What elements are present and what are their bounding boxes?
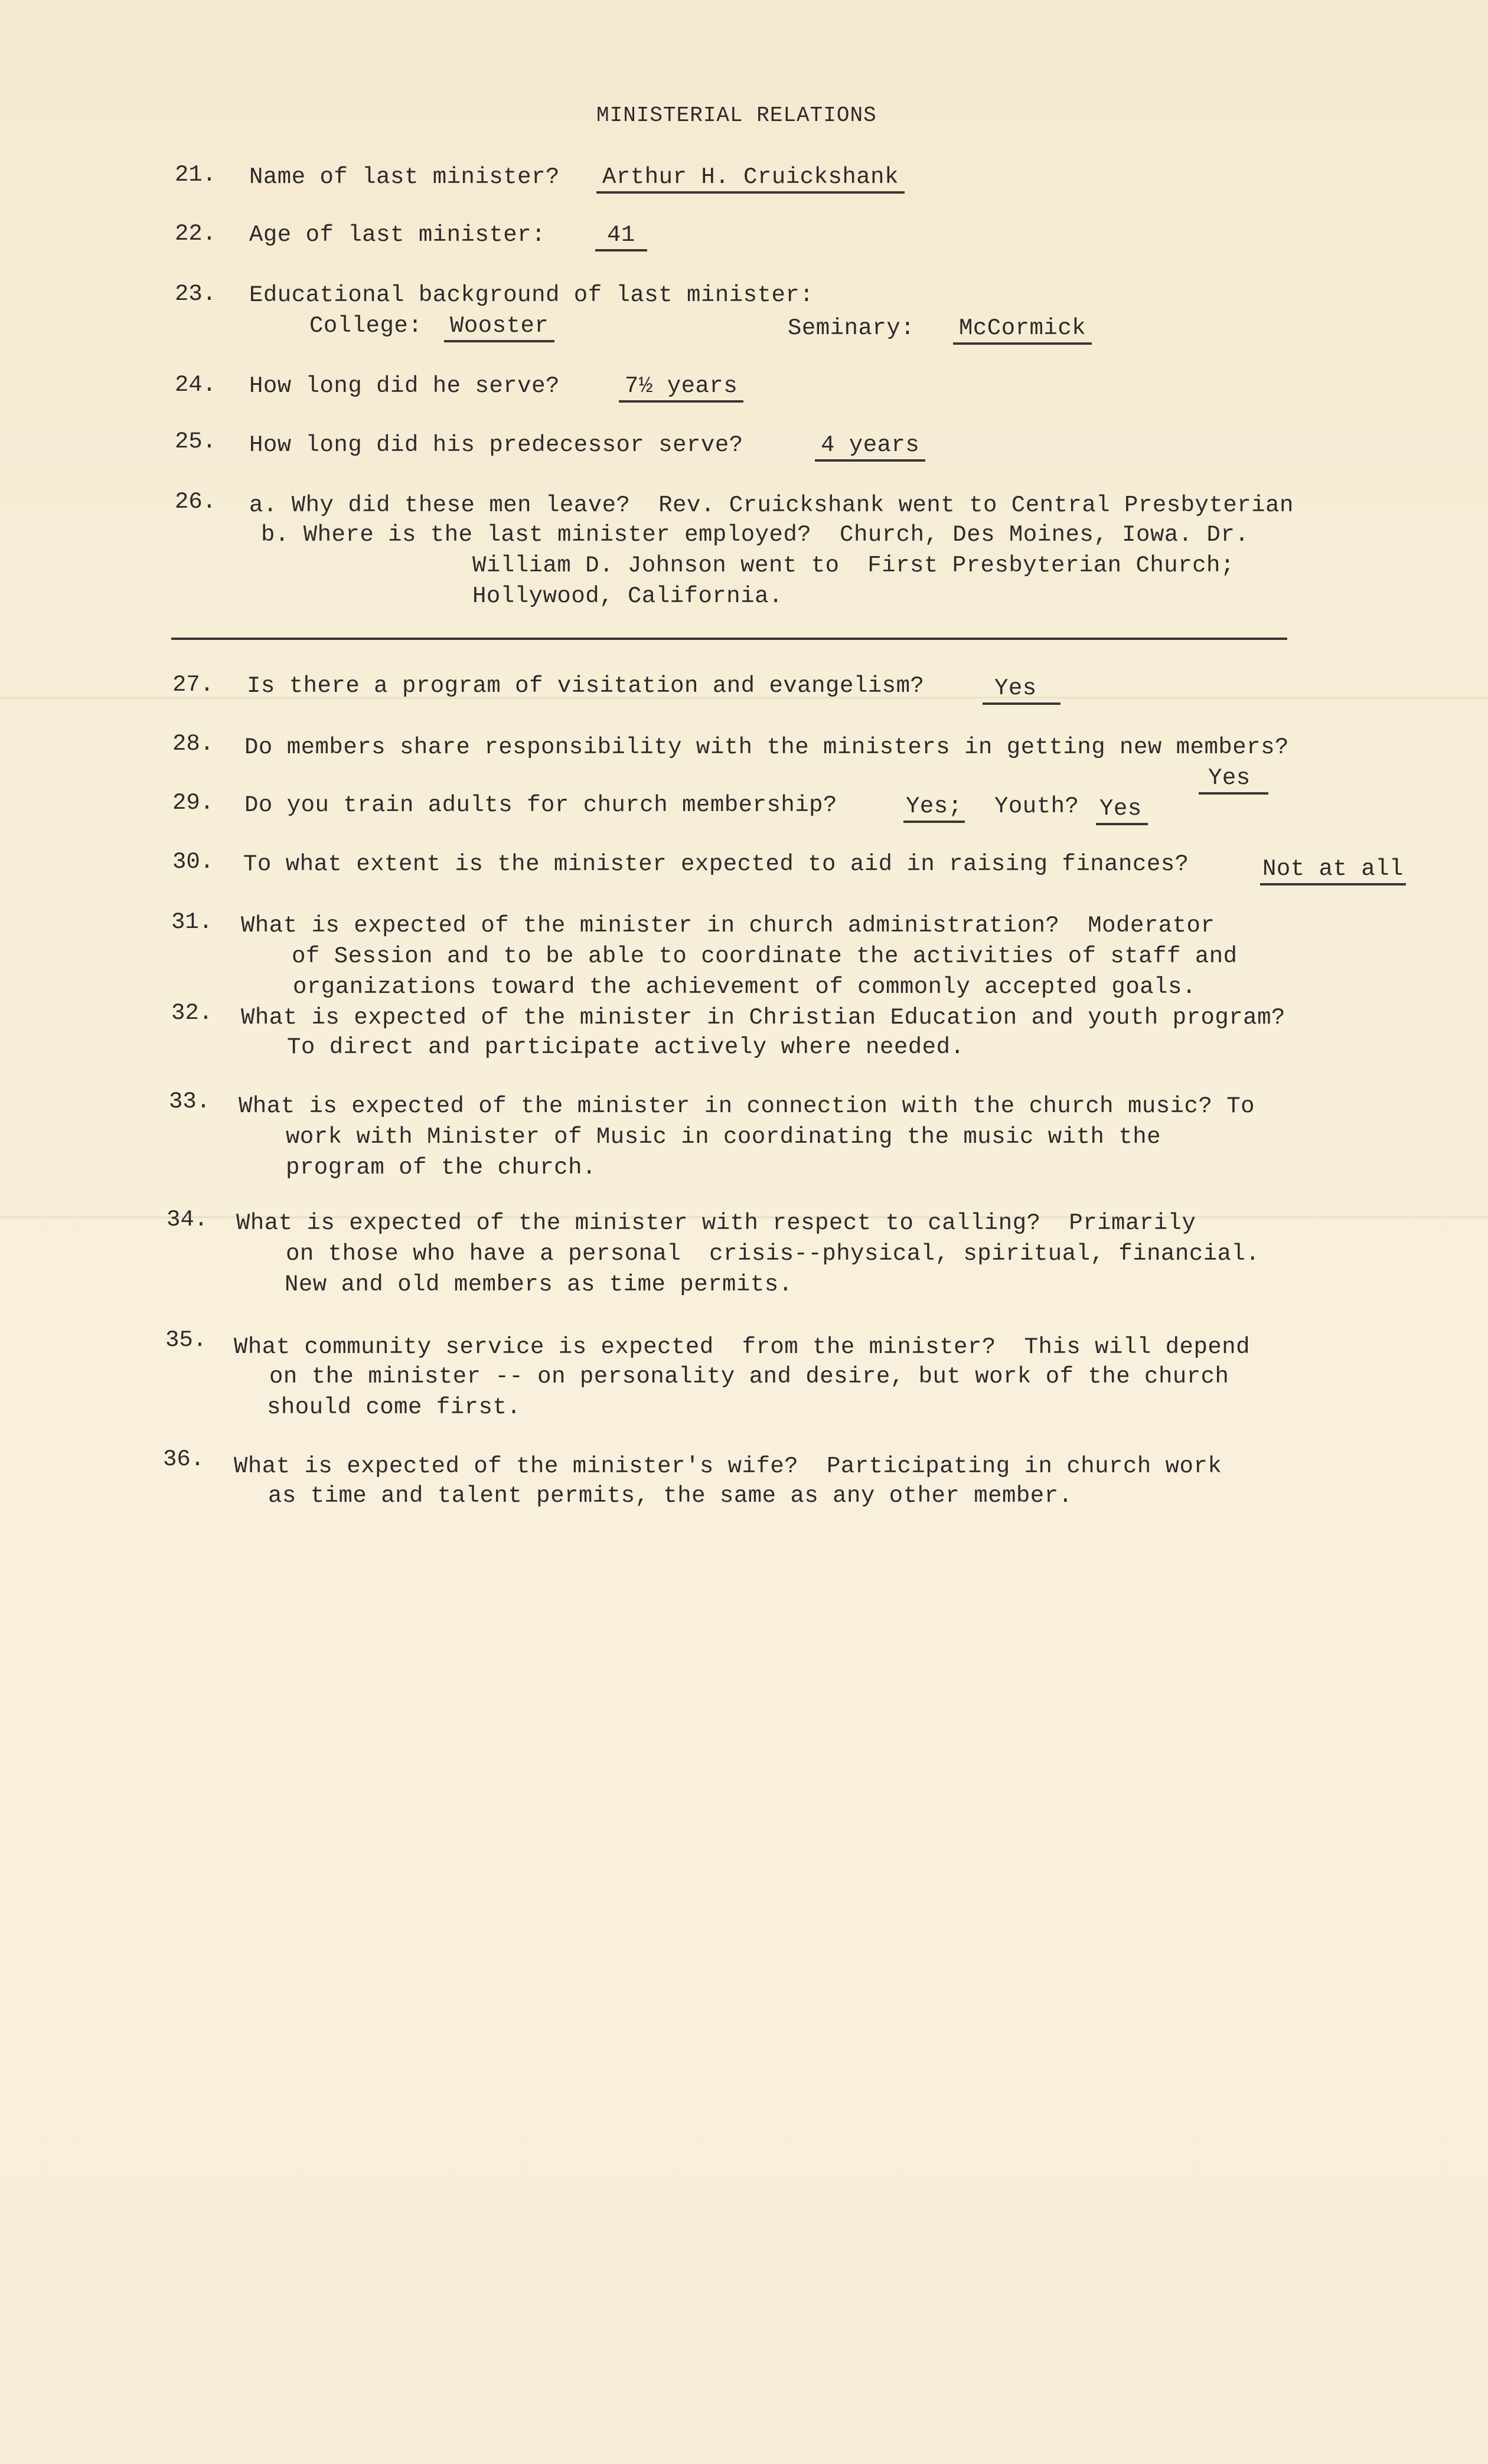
question-number: 33. bbox=[169, 1089, 211, 1115]
question-text: To what extent is the minister expected to aid in raising finances? bbox=[243, 851, 1189, 877]
answer-value: Arthur H. Cruickshank bbox=[596, 164, 905, 194]
answer-text: To direct and participate actively where needed. bbox=[287, 1034, 965, 1060]
question-text: What is expected of the minister in church administration? Moderator bbox=[241, 913, 1215, 939]
answer-field bbox=[953, 313, 1092, 344]
question-number: 25. bbox=[175, 429, 217, 455]
answer-text: as time and talent permits, the same as any other member. bbox=[268, 1483, 1073, 1509]
answer-field bbox=[1096, 793, 1148, 824]
answer-text: Hollywood, California. bbox=[472, 583, 783, 609]
answer-value: 4 years bbox=[815, 432, 925, 462]
college-label: College: bbox=[309, 313, 423, 339]
answer-field bbox=[444, 311, 554, 341]
question-number: 32. bbox=[171, 1000, 213, 1026]
answer-value: Wooster bbox=[444, 313, 554, 342]
answer-field bbox=[619, 371, 743, 401]
youth-label: Youth? bbox=[994, 793, 1079, 819]
seminary-label: Seminary: bbox=[788, 315, 915, 341]
question-text: Educational background of last minister: bbox=[249, 282, 814, 308]
answer-value: Yes bbox=[983, 675, 1060, 705]
question-text: a. Why did these men leave? Rev. Cruickshank went to Central Presbyterian bbox=[249, 492, 1294, 518]
answer-field bbox=[1260, 854, 1406, 884]
answer-field bbox=[596, 162, 905, 192]
answer-text: should come first. bbox=[267, 1394, 521, 1420]
page-title: MINISTERIAL RELATIONS bbox=[596, 103, 877, 128]
question-text: Do members share responsibility with the ministers in getting new members? bbox=[244, 734, 1289, 760]
answer-field bbox=[1199, 763, 1268, 793]
answer-field bbox=[815, 430, 925, 460]
answer-value: Yes bbox=[1096, 796, 1148, 825]
answer-text: organizations toward the achievement of commonly accepted goals. bbox=[293, 974, 1196, 1000]
question-number: 36. bbox=[163, 1446, 205, 1472]
question-number: 30. bbox=[172, 849, 214, 875]
question-number: 35. bbox=[165, 1327, 207, 1353]
question-number: 34. bbox=[167, 1207, 208, 1233]
question-number: 27. bbox=[172, 672, 214, 698]
question-text: Age of last minister: bbox=[249, 222, 546, 248]
answer-field bbox=[595, 220, 647, 250]
question-text: Do you train adults for church membership? bbox=[244, 792, 837, 818]
question-number: 23. bbox=[175, 281, 217, 307]
answer-value: Not at all bbox=[1260, 856, 1406, 885]
answer-text: work with Minister of Music in coordinating the music with the bbox=[286, 1124, 1161, 1150]
question-text: What is expected of the minister in connection with the church music? To bbox=[239, 1093, 1255, 1119]
answer-text: on those who have a personal crisis--physical, spiritual, financial. bbox=[286, 1241, 1260, 1267]
answer-text: program of the church. bbox=[286, 1155, 596, 1181]
divider bbox=[171, 638, 1287, 640]
answer-text: New and old members as time permits. bbox=[285, 1272, 793, 1298]
answer-value: Yes bbox=[1199, 765, 1268, 795]
answer-text: of Session and to be able to coordinate the activities of staff and bbox=[292, 943, 1238, 969]
answer-value: Yes; bbox=[903, 793, 965, 823]
answer-value: 41 bbox=[595, 222, 647, 251]
question-number: 21. bbox=[175, 162, 217, 188]
answer-field bbox=[903, 791, 965, 822]
question-text: How long did he serve? bbox=[249, 373, 560, 399]
question-number: 24. bbox=[175, 372, 217, 398]
question-text: What is expected of the minister in Christian Education and youth program? bbox=[241, 1005, 1285, 1031]
question-number: 22. bbox=[175, 221, 217, 247]
question-text: What community service is expected from the minister? This will depend bbox=[234, 1334, 1251, 1360]
answer-value: McCormick bbox=[953, 315, 1092, 345]
question-text: What is expected of the minister's wife? Participating in church work bbox=[234, 1453, 1222, 1479]
question-text: Name of last minister? bbox=[249, 164, 560, 190]
question-text: b. Where is the last minister employed? Church, Des Moines, Iowa. Dr. bbox=[261, 522, 1249, 548]
question-text: Is there a program of visitation and evangelism? bbox=[247, 673, 925, 699]
question-text: What is expected of the minister with respect to calling? Primarily bbox=[236, 1210, 1196, 1236]
question-number: 26. bbox=[175, 489, 217, 515]
answer-text: William D. Johnson went to First Presbyterian Church; bbox=[472, 553, 1235, 579]
question-number: 28. bbox=[172, 731, 214, 757]
answer-field bbox=[983, 673, 1060, 704]
question-number: 31. bbox=[171, 909, 213, 935]
answer-text: on the minister -- on personality and desire, but work of the church bbox=[269, 1364, 1229, 1390]
question-text: How long did his predecessor serve? bbox=[249, 432, 743, 458]
question-number: 29. bbox=[172, 790, 214, 816]
answer-value: 7½ years bbox=[619, 373, 743, 403]
